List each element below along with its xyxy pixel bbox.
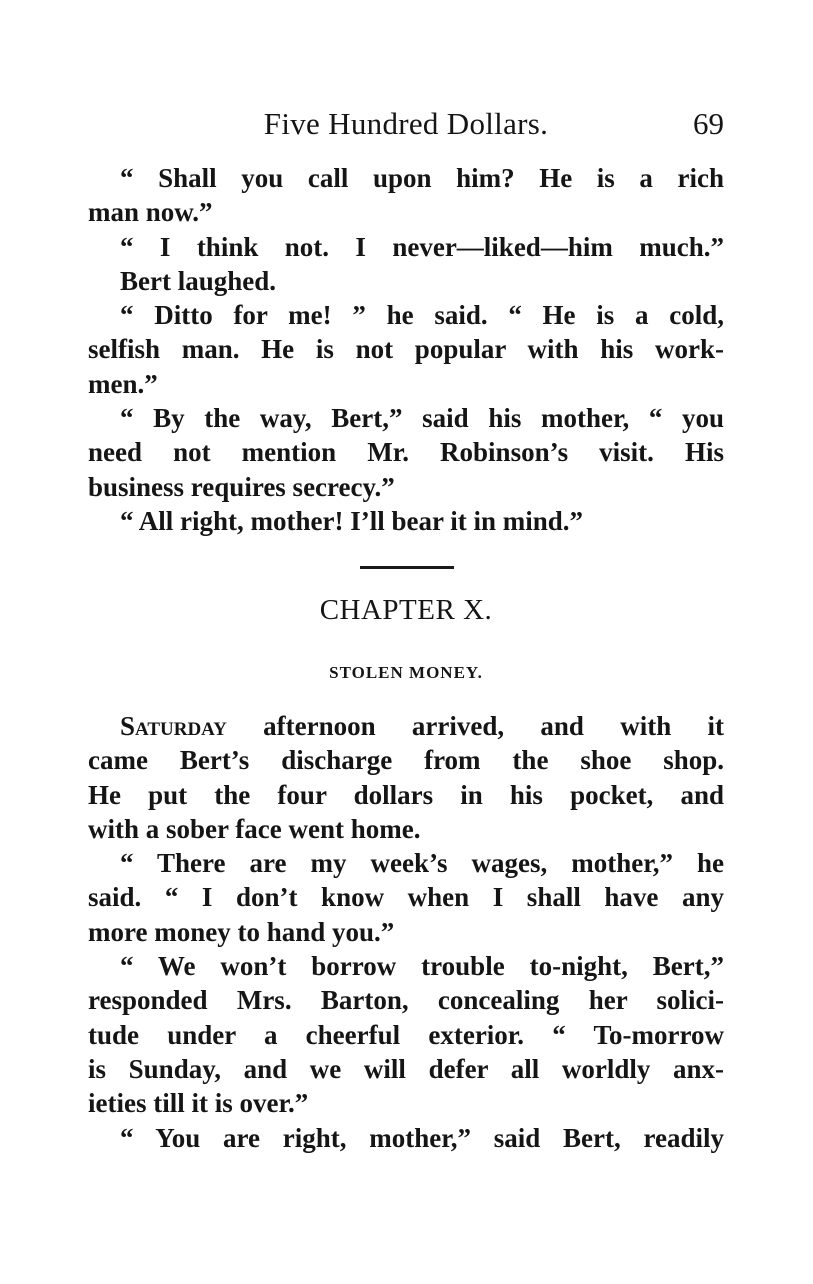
text-line: “ There are my week’s wages, mother,” he — [120, 848, 724, 879]
text-line: need not mention Mr. Robinson’s visit. His — [88, 437, 724, 468]
text-line: said. “ I don’t know when I shall have any — [88, 882, 724, 913]
text-line: man now.” — [88, 197, 213, 228]
text-line — [88, 709, 724, 743]
text-line: tude under a cheerful exterior. “ To-morrow — [88, 1019, 724, 1050]
text-line: is Sunday, and we will defer all worldly anx- — [88, 1053, 724, 1084]
text-line: “ By the way, Bert,” said his mother, “ you — [120, 403, 724, 434]
chapter-title: STOLEN MONEY. — [329, 663, 483, 682]
small-caps-word: Saturday — [120, 711, 227, 741]
text-line: with a sober face went home. — [88, 813, 421, 844]
text-line: more money to hand you.” — [88, 916, 395, 947]
text-line: “ All right, mother! I’ll bear it in mind.” — [120, 505, 583, 536]
text-line: men.” — [88, 368, 158, 399]
text-block-2 — [88, 709, 724, 1155]
text-block-1 — [88, 161, 724, 538]
text-line-rest: afternoon arrived, and with it — [226, 711, 724, 741]
page-number: 69 — [693, 106, 724, 141]
running-title: Five Hundred Dollars. — [263, 106, 549, 141]
text-line: Bert laughed. — [120, 265, 277, 296]
text-line: responded Mrs. Barton, concealing her solici- — [88, 985, 724, 1016]
text-line: “ I think not. I never—liked—him much.” — [120, 231, 724, 262]
text-line: selfish man. He is not popular with his work- — [88, 334, 724, 365]
text-line: “ Shall you call upon him? He is a rich — [120, 163, 724, 193]
text-line: “ You are right, mother,” said Bert, readily — [120, 1122, 724, 1153]
text-line: business requires secrecy.” — [88, 471, 395, 502]
section-divider — [360, 566, 454, 569]
text-line: ieties till it is over.” — [88, 1088, 309, 1119]
chapter-heading: CHAPTER X. — [319, 594, 493, 626]
text-line: “ We won’t borrow trouble to-night, Bert,” — [120, 951, 724, 982]
text-line: “ Ditto for me! ” he said. “ He is a cold, — [120, 300, 724, 331]
text-line: came Bert’s discharge from the shoe shop. — [88, 745, 724, 776]
text-line: He put the four dollars in his pocket, and — [88, 779, 724, 810]
running-head — [88, 104, 724, 144]
